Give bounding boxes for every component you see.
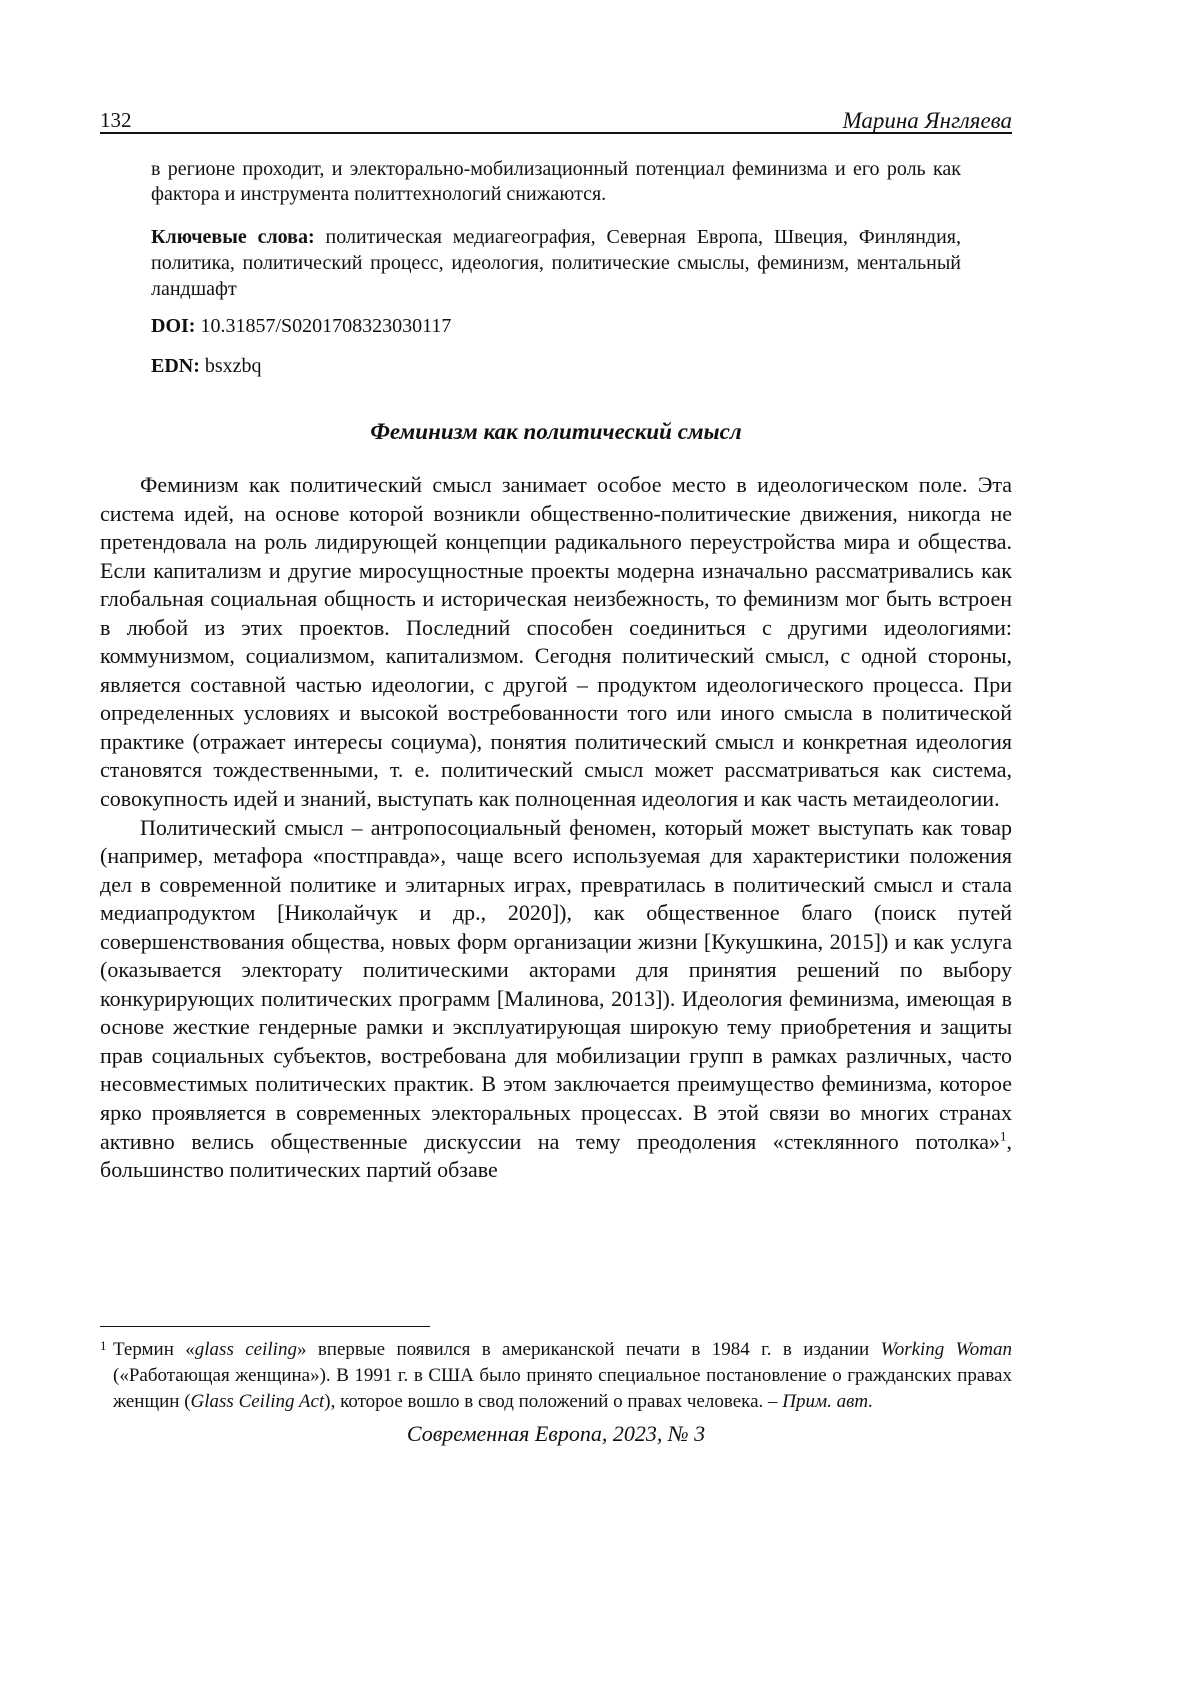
journal-footer: Современная Европа, 2023, № 3: [406, 1421, 706, 1446]
doi-label: DOI:: [151, 315, 196, 337]
paragraph: [100, 814, 1012, 1185]
paragraph: Феминизм как политический смысл занимает особое место в идеологическом поле. Эта система идей, на основе которой возникли общественно-политические движения, никогда не претендовала на роль лидирующей концепции радикального переустройства мира и общества. Если капитализм и другие миросущностные проекты модерна изначально рассматривались как глобальная социальная общность и историческая неизбежность, то феминизм мог быть встроен в любой из этих проектов. Последний способен соединиться с другими идеологиями: коммунизмом, социализмом, капитализмом. Сегодня политический смысл, с одной стороны, является составной частью идеологии, с другой – продуктом идеологического процесса. При определенных условиях и высокой востребованности того или иного смысла в политической практике (отражает интересы социума), понятия политический смысл и конкретная идеология становятся тождественными, т. е. политический смысл может рассматриваться как система, совокупность идей и знаний, выступать как полноценная идеология и как часть метаидеологии.: [100, 472, 1012, 812]
keywords-text: политическая медиагеография, Северная Европа, Швеция, Финляндия, политика, политический процесс, идеология, политические смыслы, феминизм, ментальный ландшафт: [151, 226, 961, 300]
paragraph-text: Политический смысл – антропосоциальный феномен, который может выступать как товар (например, метафора «постправда», чаще всего используемая для характеристики положения дел в современной политике и элитарных играх, превратилась в политический смысл и стала медиапродуктом [Николайчук и др., 2020]), как общественное благо (поиск путей совершенствования общества, новых форм организации жизни [Кукушкина, 2015]) и как услуга (оказывается электорату политическими акторами для принятия решений по выбору конкурирующих политических программ [Малинова, 2013]). Идеология феминизма, имеющая в основе жесткие гендерные рамки и эксплуатирующая широкую тему приобретения и защиты прав социальных субъектов, востребована для мобилизации групп в рамках различных, часто несовместимых политических практик. В этом заключается преимущество феминизма, которое ярко проявляется в современных электоральных процессах. В этой связи во многих странах активно велись общественные дискуссии на тему преодоления «стеклянного потолка»: [100, 814, 1012, 1154]
running-author: Марина Янгляева: [842, 108, 1012, 133]
footnote-italic: Прим. авт.: [782, 1391, 874, 1412]
footnote-text-part: ), которое вошло в свод положений о правах человека. –: [324, 1391, 783, 1412]
keywords-label: Ключевые слова:: [151, 226, 315, 248]
edn-label: EDN:: [151, 355, 200, 377]
footnote-italic: Glass Ceiling Act: [190, 1391, 325, 1412]
edn: [151, 355, 262, 378]
footnote: [100, 1337, 1012, 1415]
footnote-separator: [100, 1326, 430, 1327]
page-number: 132: [100, 108, 132, 132]
edn-value: bsxzbq: [204, 355, 262, 377]
running-header: [100, 108, 1012, 134]
footnote-text: [113, 1337, 1012, 1415]
keywords: [151, 224, 961, 302]
header-rule: [100, 132, 1012, 134]
footnote-italic: Working Woman: [880, 1339, 1012, 1360]
footnote-marker: 1: [100, 1338, 107, 1353]
footnote-reference[interactable]: 1: [1000, 1128, 1007, 1144]
section-title: Феминизм как политический смысл: [370, 419, 742, 444]
footnote-italic: glass ceiling: [194, 1339, 297, 1360]
doi: [151, 315, 451, 338]
body-text: [100, 471, 1012, 1185]
doi-value: 10.31857/S0201708323030117: [200, 315, 452, 337]
footnote-text-part: » впервые появился в американской печати в 1984 г. в издании: [296, 1339, 881, 1360]
footnote-text-part: Термин «: [113, 1339, 195, 1360]
paragraph-text-end: , большинство политических партий обзаве: [100, 1128, 1012, 1183]
footnote-text-part: («Работающая женщина»). В 1991 г. в США было принято специальное постановление о гражданских правах женщин (: [113, 1365, 1012, 1412]
abstract-tail: в регионе проходит, и электорально-мобилизационный потенциал феминизма и его роль как фактора и инструмента политтехнологий снижаются.: [151, 158, 961, 205]
